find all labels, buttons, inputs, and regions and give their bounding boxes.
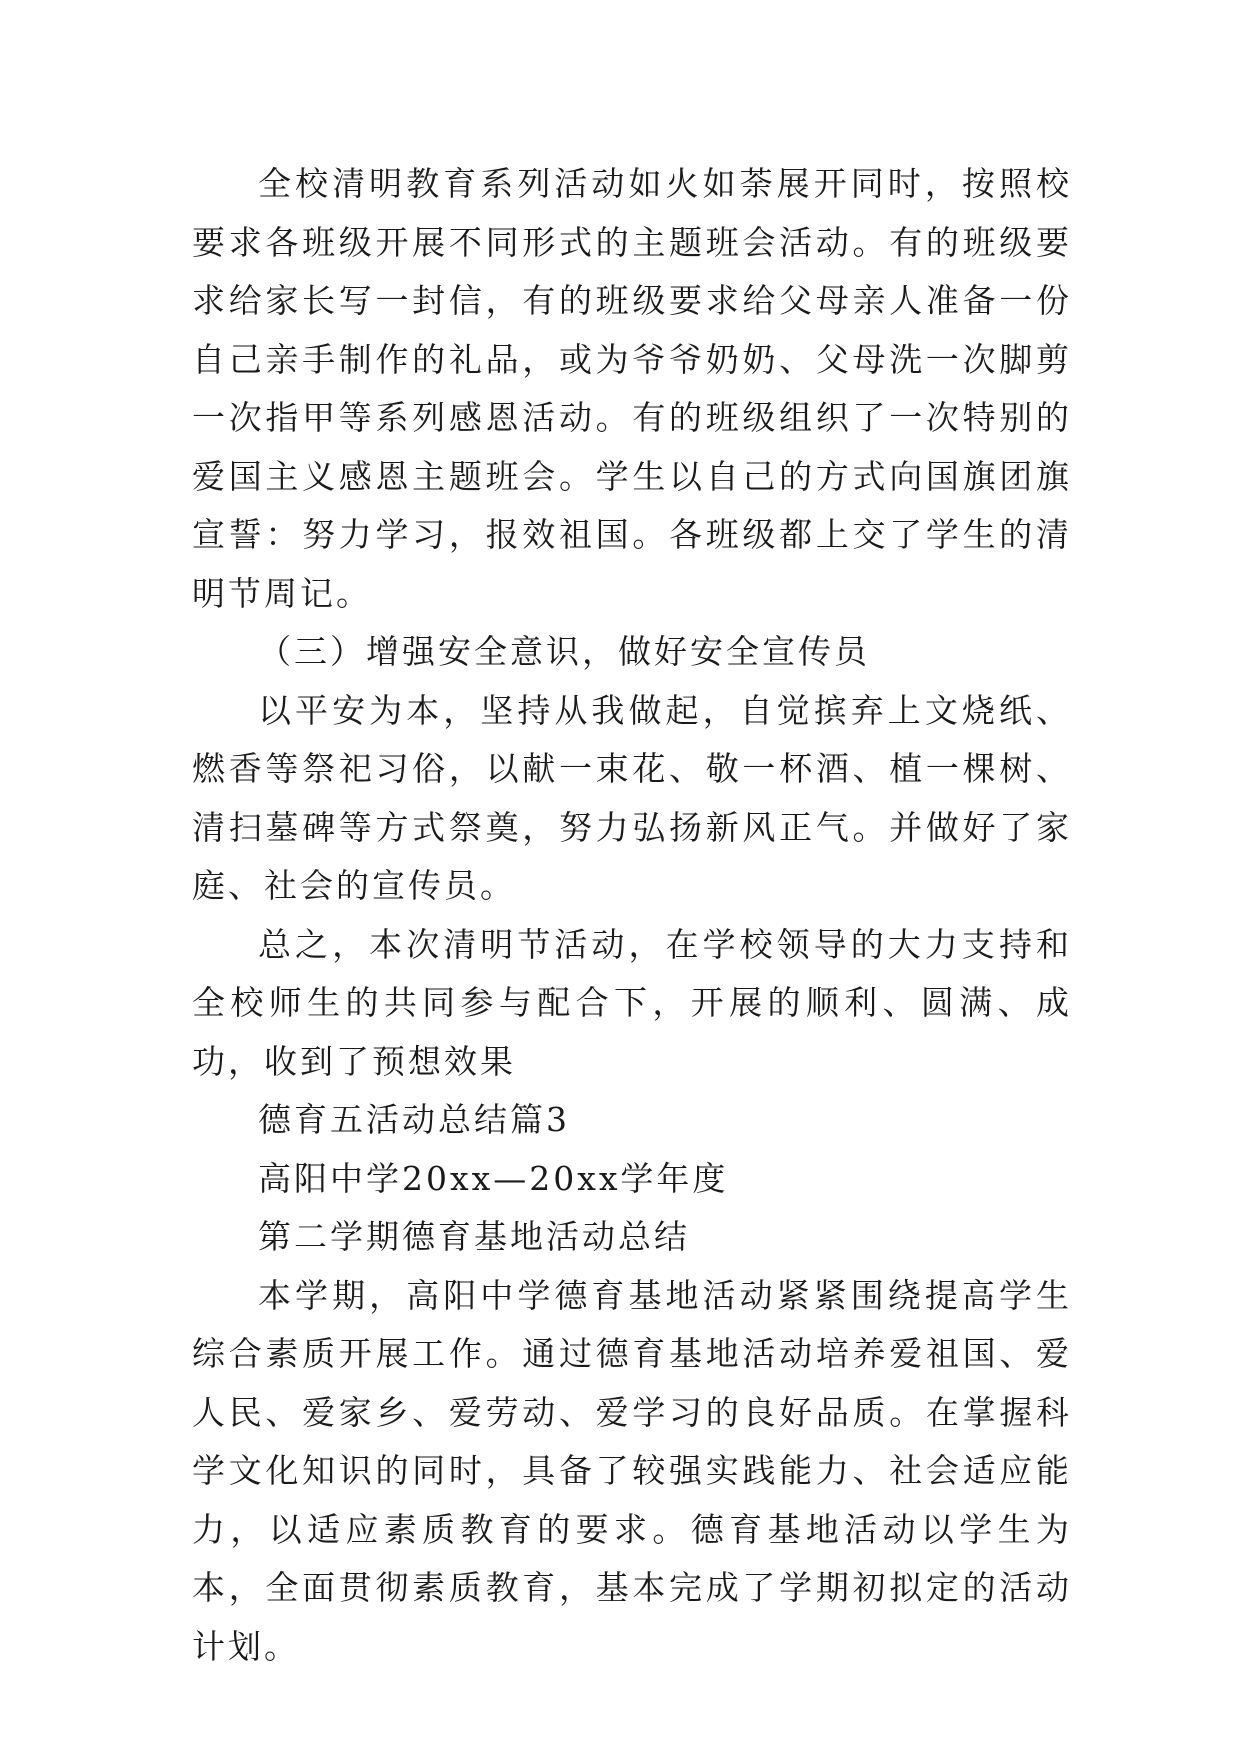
paragraph-class-meeting-activities: 全校清明教育系列活动如火如荼展开同时，按照校要求各班级开展不同形式的主题班会活动。有的班级要求给家长写一封信，有的班级要求给父母亲人准备一份自己亲手制作的礼品，或为爷爷奶奶、父母洗一次脚剪一次指甲等系列感恩活动。有的班级组织了一次特别的爱国主义感恩主题班会。学生以自己的方式向国旗团旗宣誓：努力学习，报效祖国。各班级都上交了学生的清明节周记。 — [192, 164, 1072, 613]
paragraph-semester-summary: 本学期，高阳中学德育基地活动紧紧围绕提高学生综合素质开展工作。通过德育基地活动培养爱祖国、爱人民、爱家乡、爱劳动、爱学习的良好品质。在掌握科学文化知识的同时，具备了较强实践能力、社会适应能力，以适应素质教育的要求。德育基地活动以学生为本，全面贯彻素质教育，基本完成了学期初拟定的活动计划。 — [192, 1275, 1072, 1666]
article-title-part3: 德育五活动总结篇3 — [258, 1100, 570, 1139]
school-year-line: 高阳中学20xx—20xx学年度 — [258, 1158, 729, 1198]
summary-title-line: 第二学期德育基地活动总结 — [258, 1217, 690, 1256]
paragraph-conclusion: 总之，本次清明节活动，在学校领导的大力支持和全校师生的共同参与配合下，开展的顺利、圆满、成功，收到了预想效果 — [192, 924, 1072, 1081]
section-heading-safety-awareness: （三）增强安全意识，做好安全宣传员 — [258, 632, 870, 671]
document-body — [192, 155, 1072, 1676]
paragraph-safe-customs: 以平安为本，坚持从我做起，自觉摈弃上文烧纸、燃香等祭祀习俗，以献一束花、敬一杯酒、植一棵树、清扫墓碑等方式祭奠，努力弘扬新风正气。并做好了家庭、社会的宣传员。 — [192, 690, 1072, 905]
